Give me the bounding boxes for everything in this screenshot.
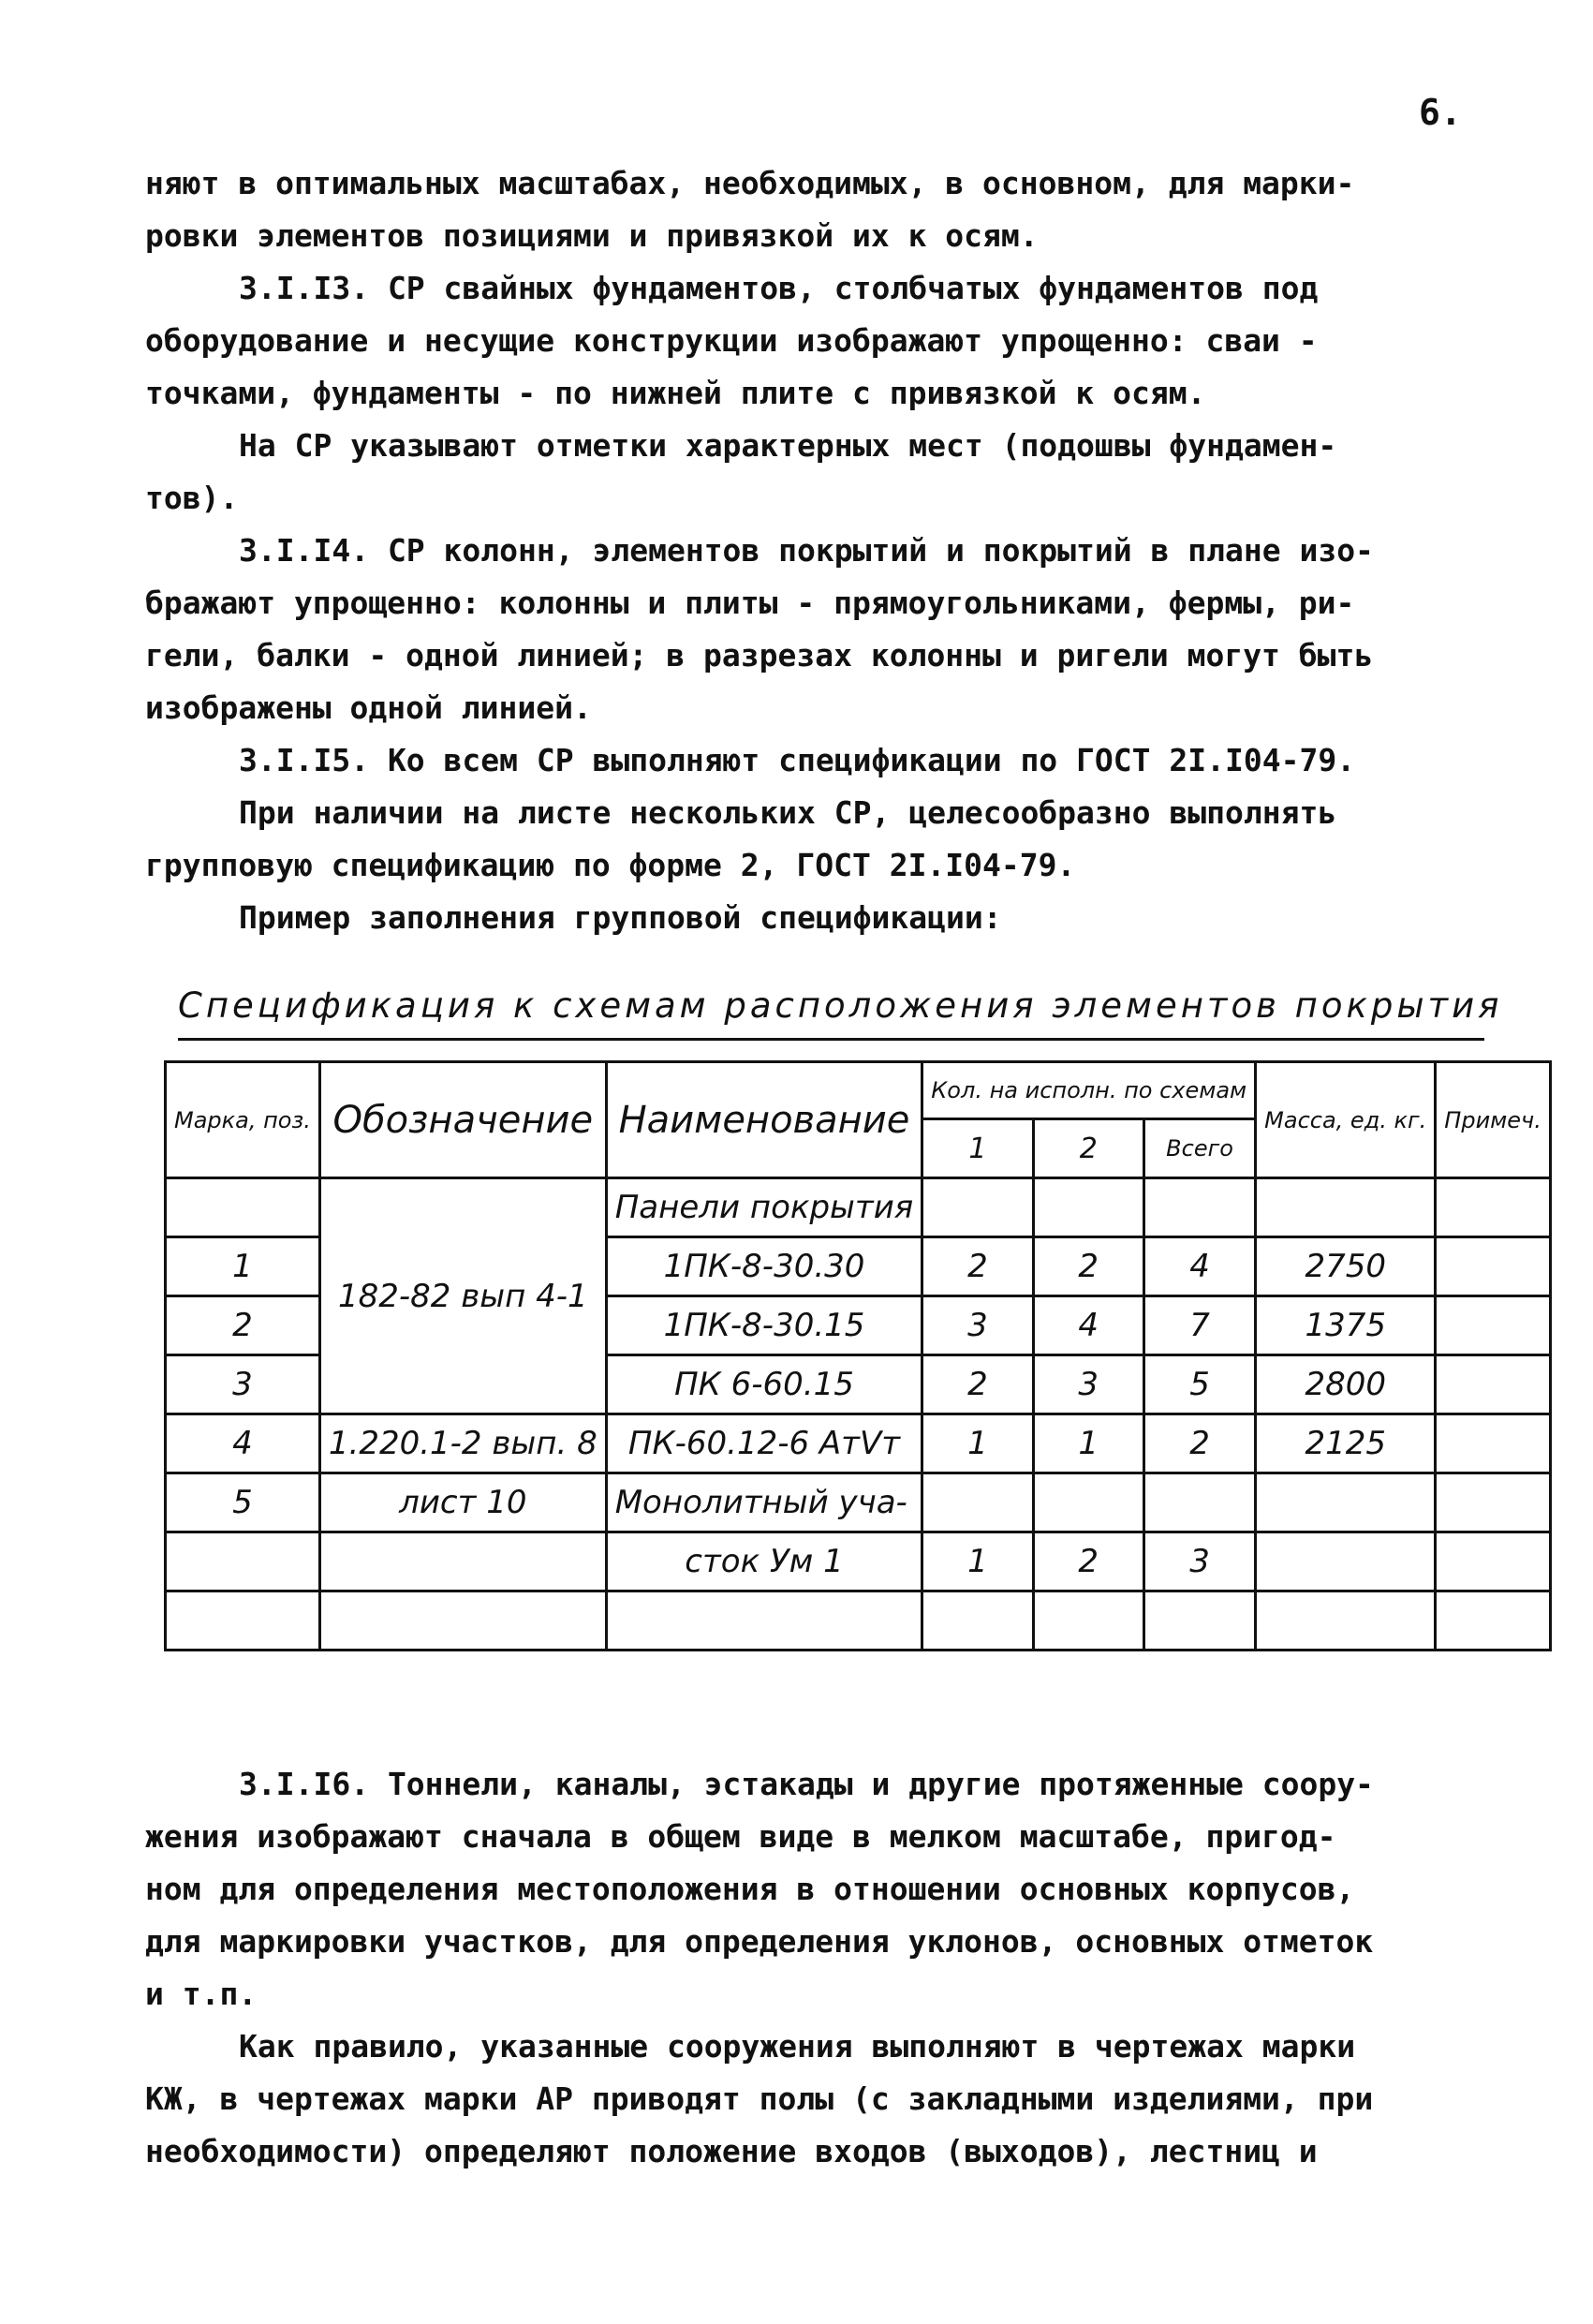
cell-designation: лист 10 [319, 1473, 606, 1532]
cell-q1 [922, 1178, 1033, 1237]
cell-q2 [1033, 1473, 1143, 1532]
header-note: Примеч. [1436, 1062, 1551, 1178]
specification-table [164, 1060, 1552, 1651]
cell-designation [319, 1591, 606, 1650]
cell-mass [1256, 1591, 1436, 1650]
text-line: гели, балки - одной линией; в разрезах колонны и ригели могут быть [145, 637, 1374, 674]
cell-q1: 2 [922, 1355, 1033, 1414]
header-name: Наименование [606, 1062, 922, 1178]
cell-q2: 3 [1033, 1355, 1143, 1414]
cell-total [1143, 1591, 1255, 1650]
text-line: изображены одной линией. [145, 689, 592, 726]
cell-note [1436, 1296, 1551, 1355]
text-line: При наличии на листе нескольких СР, целесообразно выполнять [239, 794, 1337, 831]
table-row [166, 1414, 1551, 1473]
cell-q1 [922, 1473, 1033, 1532]
cell-q1: 3 [922, 1296, 1033, 1355]
text-block-bottom [145, 1758, 1475, 2178]
cell-q2 [1033, 1178, 1143, 1237]
cell-q2: 2 [1033, 1532, 1143, 1591]
table-row [166, 1532, 1551, 1591]
text-line: и т.п. [145, 1976, 258, 2012]
header-qty-group: Кол. на исполн. по схемам [922, 1062, 1256, 1119]
cell-mark: 1 [166, 1237, 320, 1296]
text-line: тов). [145, 480, 239, 516]
header-mark: Марка, поз. [166, 1062, 320, 1178]
text-line: Пример заполнения групповой спецификации: [239, 899, 1002, 936]
title-underline [178, 1038, 1484, 1041]
text-line: необходимости) определяют положение входов (выходов), лестниц и [145, 2133, 1318, 2169]
cell-note [1436, 1355, 1551, 1414]
text-line: ном для определения местоположения в отношении основных корпусов, [145, 1871, 1355, 1907]
cell-mark: 3 [166, 1355, 320, 1414]
header-designation: Обозначение [319, 1062, 606, 1178]
text-block-top [145, 157, 1475, 944]
cell-mark: 4 [166, 1414, 320, 1473]
header-qty-1: 1 [922, 1119, 1033, 1178]
header-qty-total: Всего [1143, 1119, 1255, 1178]
text-line: ровки элементов позициями и привязкой их к осям. [145, 217, 1039, 254]
cell-name: ПК-60.12-6 АтVт [606, 1414, 922, 1473]
cell-q1 [922, 1591, 1033, 1650]
cell-total [1143, 1178, 1255, 1237]
cell-name: 1ПК-8-30.30 [606, 1237, 922, 1296]
table-row [166, 1591, 1551, 1650]
cell-total: 3 [1143, 1532, 1255, 1591]
text-line: для маркировки участков, для определения уклонов, основных отметок [145, 1923, 1374, 1960]
cell-q2: 4 [1033, 1296, 1143, 1355]
cell-q2: 2 [1033, 1237, 1143, 1296]
page-number: 6. [1419, 92, 1462, 133]
cell-name: 1ПК-8-30.15 [606, 1296, 922, 1355]
cell-q1: 1 [922, 1414, 1033, 1473]
cell-mass: 1375 [1256, 1296, 1436, 1355]
cell-name: Панели покрытия [606, 1178, 922, 1237]
cell-note [1436, 1591, 1551, 1650]
text-line: жения изображают сначала в общем виде в мелком масштабе, пригод- [145, 1818, 1336, 1855]
cell-note [1436, 1473, 1551, 1532]
cell-mark [166, 1591, 320, 1650]
section-3-1-16: 3.I.I6. Тоннели, каналы, эстакады и другие протяженные соору- [239, 1766, 1374, 1802]
cell-mass: 2125 [1256, 1414, 1436, 1473]
cell-note [1436, 1532, 1551, 1591]
section-3-1-15: 3.I.I5. Ко всем СР выполняют спецификации по ГОСТ 2I.I04-79. [239, 742, 1356, 778]
table-row [166, 1473, 1551, 1532]
cell-mark: 2 [166, 1296, 320, 1355]
header-row [166, 1062, 1551, 1119]
table-row [166, 1178, 1551, 1237]
cell-mass [1256, 1178, 1436, 1237]
text-line: оборудование и несущие конструкции изображают упрощенно: сваи - [145, 322, 1318, 359]
cell-designation [319, 1532, 606, 1591]
cell-total: 2 [1143, 1414, 1255, 1473]
cell-note [1436, 1237, 1551, 1296]
cell-mass: 2750 [1256, 1237, 1436, 1296]
cell-name: ПК 6-60.15 [606, 1355, 922, 1414]
header-mass: Масса, ед. кг. [1256, 1062, 1436, 1178]
cell-name: сток Ум 1 [606, 1532, 922, 1591]
text-line: бражают упрощенно: колонны и плиты - прямоугольниками, фермы, ри- [145, 585, 1355, 621]
cell-designation: 182-82 вып 4-1 [319, 1178, 606, 1414]
table-title: Спецификация к схемам расположения элементов покрытия [178, 985, 1503, 1026]
cell-total: 7 [1143, 1296, 1255, 1355]
cell-total [1143, 1473, 1255, 1532]
text-line: няют в оптимальных масштабах, необходимых, в основном, для марки- [145, 165, 1355, 201]
cell-q1: 2 [922, 1237, 1033, 1296]
cell-total: 4 [1143, 1237, 1255, 1296]
text-line: точками, фундаменты - по нижней плите с привязкой к осям. [145, 375, 1206, 411]
cell-mark [166, 1178, 320, 1237]
cell-mass: 2800 [1256, 1355, 1436, 1414]
cell-total: 5 [1143, 1355, 1255, 1414]
text-line: Как правило, указанные сооружения выполняют в чертежах марки [239, 2028, 1356, 2065]
cell-designation: 1.220.1-2 вып. 8 [319, 1414, 606, 1473]
cell-mark [166, 1532, 320, 1591]
cell-q1: 1 [922, 1532, 1033, 1591]
cell-note [1436, 1178, 1551, 1237]
text-line: групповую спецификацию по форме 2, ГОСТ 2I.I04-79. [145, 847, 1076, 883]
section-3-1-14: 3.I.I4. СР колонн, элементов покрытий и покрытий в плане изо- [239, 532, 1374, 569]
text-line: На СР указывают отметки характерных мест (подошвы фундамен- [239, 427, 1337, 464]
cell-mass [1256, 1532, 1436, 1591]
section-3-1-13: 3.I.I3. СР свайных фундаментов, столбчатых фундаментов под [239, 270, 1319, 306]
cell-name [606, 1591, 922, 1650]
cell-q2: 1 [1033, 1414, 1143, 1473]
cell-note [1436, 1414, 1551, 1473]
cell-mark: 5 [166, 1473, 320, 1532]
cell-mass [1256, 1473, 1436, 1532]
text-line: КЖ, в чертежах марки АР приводят полы (с закладными изделиями, при [145, 2080, 1374, 2117]
cell-name: Монолитный уча- [606, 1473, 922, 1532]
cell-q2 [1033, 1591, 1143, 1650]
header-qty-2: 2 [1033, 1119, 1143, 1178]
